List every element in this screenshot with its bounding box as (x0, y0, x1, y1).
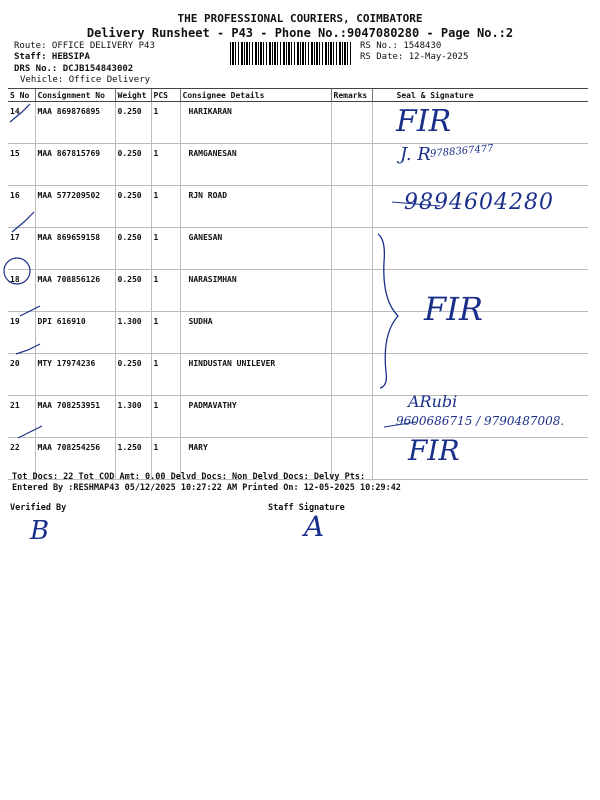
cell-consignment: MAA 869659158 (35, 228, 115, 270)
cell-pcs: 1 (151, 144, 180, 186)
cell-pcs: 1 (151, 438, 180, 480)
cell-weight: 1.300 (115, 312, 151, 354)
cell-consignee: PADMAVATHY (180, 396, 331, 438)
cell-consignee: RJN ROAD (180, 186, 331, 228)
tick-mark-icon (12, 212, 34, 232)
bracket-mark-icon (378, 234, 398, 388)
cell-sno: 17 (8, 228, 35, 270)
cell-pcs: 1 (151, 396, 180, 438)
cell-consignee: RAMGANESAN (180, 144, 331, 186)
staff-label: Staff: HEBSIPA (14, 52, 90, 62)
cell-consignment: MAA 869876895 (35, 102, 115, 144)
verified-signature-mark: B (30, 516, 50, 546)
col-header-weight: Weight (115, 89, 151, 102)
cell-sno: 18 (8, 270, 35, 312)
handwritten-signature-18-20: FIR (424, 290, 483, 328)
cell-consignment: MAA 708254256 (35, 438, 115, 480)
verified-by-label: Verified By (10, 503, 67, 513)
col-header-remarks: Remarks (331, 89, 372, 102)
cell-sno: 16 (8, 186, 35, 228)
cell-weight: 1.300 (115, 396, 151, 438)
cell-pcs: 1 (151, 186, 180, 228)
col-header-consignment: Consignment No (35, 89, 115, 102)
cell-consignee: HARIKARAN (180, 102, 331, 144)
drs-number: DRS No.: DCJB154843002 (14, 64, 134, 74)
cell-weight: 0.250 (115, 102, 151, 144)
cell-consignee: NARASIMHAN (180, 270, 331, 312)
cell-consignment: MAA 867815769 (35, 144, 115, 186)
staff-signature-label: Staff Signature (268, 503, 345, 513)
cell-sno: 21 (8, 396, 35, 438)
runsheet-title: Delivery Runsheet - P43 - Phone No.:9047080280 - Page No.:2 (86, 26, 514, 40)
handwritten-number-16: 9894604280 (404, 190, 554, 215)
cell-weight: 0.250 (115, 354, 151, 396)
rs-date: RS Date: 12-May-2025 (360, 52, 469, 62)
handwritten-signature-21: ARubi (408, 392, 458, 411)
cell-pcs: 1 (151, 270, 180, 312)
handwritten-phone-21: 9600686715 / 9790487008. (396, 414, 565, 428)
cell-consignee: GANESAN (180, 228, 331, 270)
cell-pcs: 1 (151, 102, 180, 144)
route-label: Route: OFFICE DELIVERY P43 (14, 41, 155, 51)
totals-summary: Tot Docs: 22 Tot COD Amt: 0.00 Delvd Docs: Non Delvd Docs: Delvy Pts: (12, 472, 366, 482)
col-header-consignee: Consignee Details (180, 89, 331, 102)
cell-consignment: DPI 616910 (35, 312, 115, 354)
handwritten-phone-15: 9788367477 (429, 143, 494, 160)
cell-pcs: 1 (151, 228, 180, 270)
cell-weight: 0.250 (115, 186, 151, 228)
tick-mark-icon (20, 306, 40, 316)
tick-mark-icon (16, 344, 40, 354)
handwritten-signature-15: J. R (400, 144, 431, 165)
cell-consignment: MAA 708856126 (35, 270, 115, 312)
staff-signature-mark: A (304, 510, 325, 543)
cell-consignment: MAA 708253951 (35, 396, 115, 438)
rs-number: RS No.: 1548430 (360, 41, 442, 51)
cell-consignee: SUDHA (180, 312, 331, 354)
col-header-pcs: PCS (151, 89, 180, 102)
entered-by-line: Entered By :RESHMAP43 05/12/2025 10:27:22 AM Printed On: 12-05-2025 10:29:42 (12, 483, 401, 493)
cell-consignment: MAA 577209502 (35, 186, 115, 228)
cell-weight: 0.250 (115, 228, 151, 270)
tick-mark-icon (18, 426, 42, 438)
cell-sno: 14 (8, 102, 35, 144)
col-header-sno: S No (8, 89, 35, 102)
cell-sno: 19 (8, 312, 35, 354)
col-header-seal: Seal & Signature (372, 89, 588, 102)
cell-pcs: 1 (151, 354, 180, 396)
cell-weight: 0.250 (115, 144, 151, 186)
cell-weight: 1.250 (115, 438, 151, 480)
cell-pcs: 1 (151, 312, 180, 354)
cell-consignee: HINDUSTAN UNILEVER (180, 354, 331, 396)
cell-consignment: MTY 17974236 (35, 354, 115, 396)
handwritten-signature-22: FIR (408, 434, 460, 467)
cell-sno: 20 (8, 354, 35, 396)
cell-sno: 22 (8, 438, 35, 480)
cell-weight: 0.250 (115, 270, 151, 312)
vehicle-label: Vehicle: Office Delivery (20, 75, 151, 85)
tick-mark-icon (10, 104, 30, 122)
handwritten-signature-14: FIR (396, 104, 452, 139)
cell-consignee: MARY (180, 438, 331, 480)
cell-sno: 15 (8, 144, 35, 186)
circle-mark-icon (4, 258, 30, 284)
company-title: THE PROFESSIONAL COURIERS, COIMBATORE (177, 12, 423, 25)
